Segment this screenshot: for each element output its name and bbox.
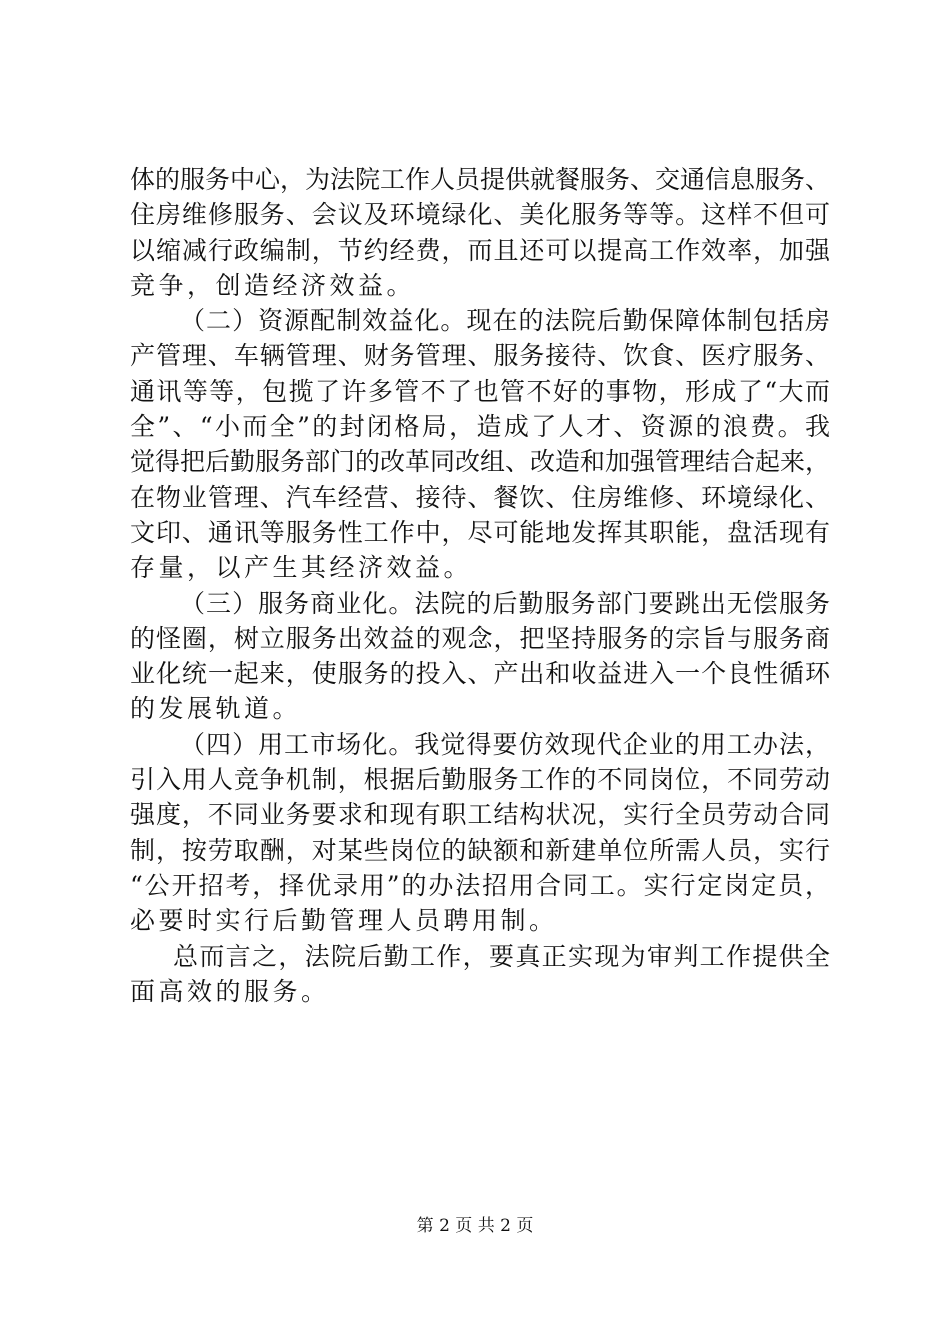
text-line: 竞争，创造经济效益。 [130,270,416,300]
text-line: 觉得把后勤服务部门的改革同改组、改造和加强管理结合起来， [130,447,831,477]
text-line: 强度，不同业务要求和现有职工结构状况，实行全员劳动合同 [130,800,830,830]
text-line: 面高效的服务。 [130,976,330,1006]
text-line: 存量，以产生其经济效益。 [130,553,473,583]
text-line: 体的服务中心，为法院工作人员提供就餐服务、交通信息服务、 [130,165,831,194]
text-line: 制，按劳取酬，对某些岗位的缺额和新建单位所需人员，实行 [130,835,830,865]
text-line: 文印、通讯等服务性工作中，尽可能地发挥其职能，盘活现有 [130,517,830,547]
text-line: 通讯等等，包揽了许多管不了也管不好的事物，形成了“大而 [130,376,830,406]
text-line: 住房维修服务、会议及环境绿化、美化服务等等。这样不但可 [130,200,830,230]
text-line: 全”、“小而全”的封闭格局，造成了人才、资源的浪费。我 [130,412,830,442]
text-line: 在物业管理、汽车经营、接待、餐饮、住房维修、环境绿化、 [130,482,830,512]
text-line: （二）资源配制效益化。现在的法院后勤保障体制包括房 [180,306,830,336]
text-line: 以缩减行政编制，节约经费，而且还可以提高工作效率，加强 [130,235,830,265]
text-line: 业化统一起来，使服务的投入、产出和收益进入一个良性循环 [130,659,830,689]
page-number-footer: 第 2 页 共 2 页 [416,1216,534,1236]
text-line: 必要时实行后勤管理人员聘用制。 [130,906,558,936]
text-line: 产管理、车辆管理、财务管理、服务接待、饮食、医疗服务、 [130,341,830,371]
document-body [130,162,830,1009]
text-line: 的怪圈，树立服务出效益的观念，把坚持服务的宗旨与服务商 [130,623,830,653]
text-line: （三）服务商业化。法院的后勤服务部门要跳出无偿服务 [180,588,830,618]
text-line: 总而言之，法院后勤工作，要真正实现为审判工作提供全 [173,941,830,971]
text-line: 引入用人竞争机制，根据后勤服务工作的不同岗位，不同劳动 [130,765,830,795]
text-line: “公开招考，择优录用”的办法招用合同工。实行定岗定员， [130,870,830,900]
text-line: （四）用工市场化。我觉得要仿效现代企业的用工办法， [180,729,830,759]
text-line: 的发展轨道。 [130,694,302,724]
